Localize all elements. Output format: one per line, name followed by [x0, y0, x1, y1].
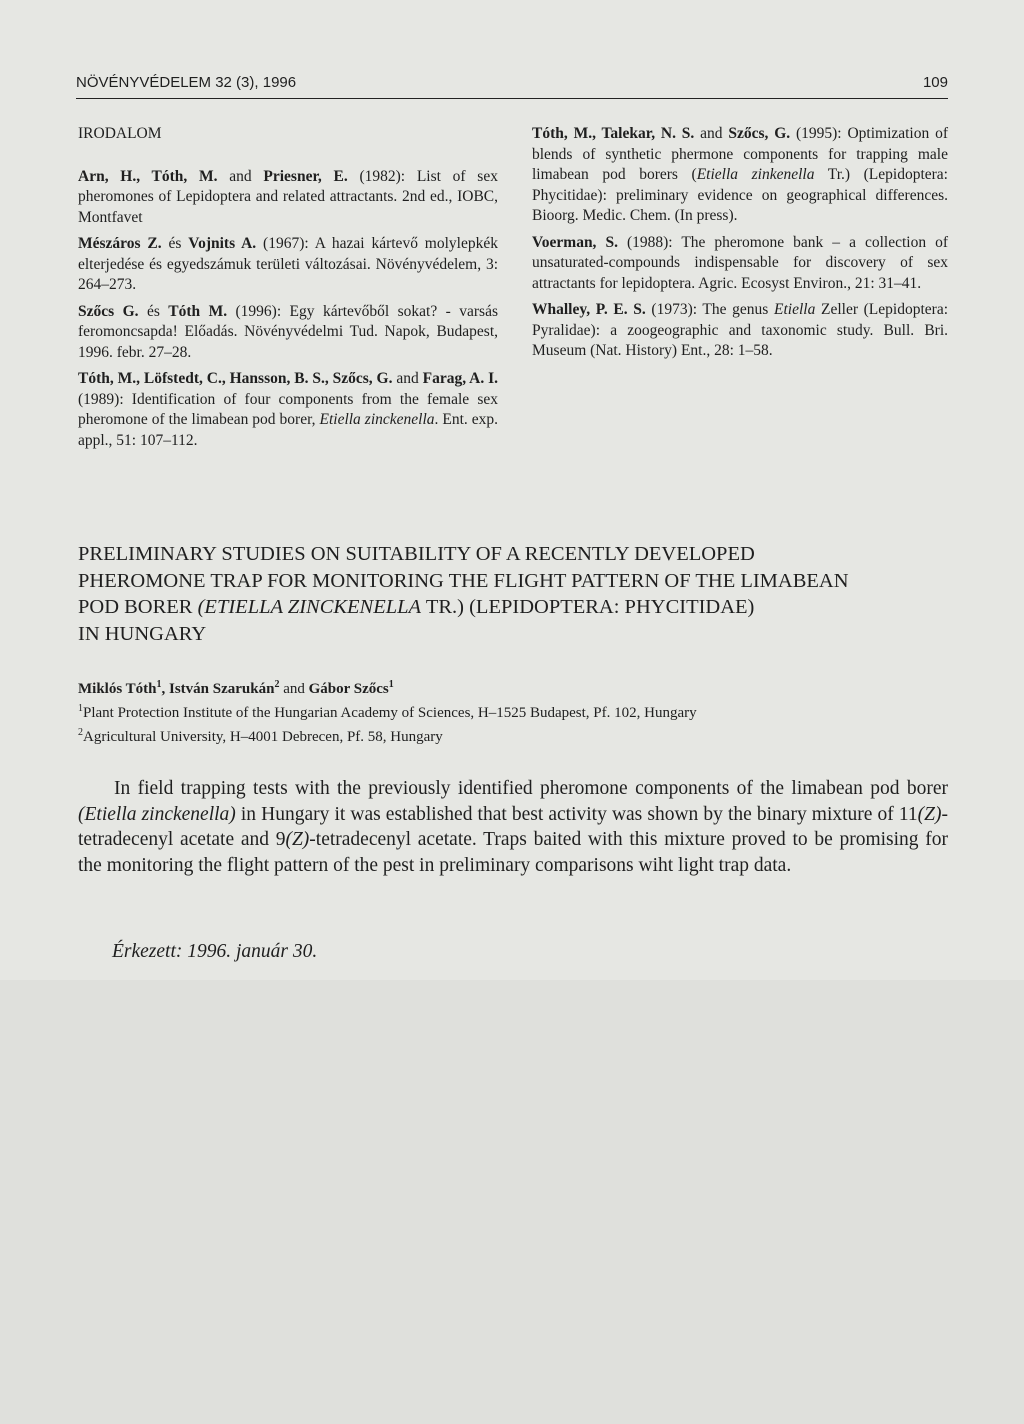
references-heading: IRODALOM	[78, 125, 162, 142]
reference-text: (1988): The pheromone bank – a collection of unsaturated-compounds indispensable for discovery of sex attractants for lepidoptera. Agric. Ecosyst Environ., 21: 31–41.	[532, 233, 948, 292]
reference-authors: Tóth M.	[168, 302, 228, 320]
author-name: István Szarukán	[169, 681, 275, 697]
affiliation-text: Agricultural University, H–4001 Debrecen, Pf. 58, Hungary	[83, 729, 443, 745]
reference-connector: és	[161, 235, 189, 252]
reference-item	[532, 233, 948, 295]
reference-authors: Tóth, M., Löfstedt, C., Hansson, B. S., Szőcs, G.	[78, 370, 393, 387]
reference-authors: Arn, H., Tóth, M.	[78, 167, 218, 185]
byline	[78, 675, 958, 747]
abstract-text: -tetradecenyl acetate and 9	[78, 803, 948, 850]
reference-text: . Ent. exp. appl., 51: 107–112.	[78, 411, 499, 449]
reference-item	[78, 234, 498, 296]
isomer-notation: (Z)	[285, 829, 310, 850]
title-line: PRELIMINARY STUDIES ON SUITABILITY OF A RECENTLY DEVELOPED	[78, 543, 755, 565]
reference-item	[78, 302, 498, 364]
affiliation-mark: 2	[274, 679, 280, 690]
reference-text: (1996): Egy kártevőből sokat? - varsás feromoncsapda! Előadás. Növényvédelmi Tud. Napok, Budapest, 1996. febr. 27–28.	[78, 302, 498, 361]
affiliation-text: Plant Protection Institute of the Hungarian Academy of Sciences, H–1525 Budapest, Pf. 102, Hungary	[83, 705, 697, 721]
title-line: POD BORER	[78, 596, 198, 618]
reference-authors: Tóth, M., Talekar, N. S.	[532, 125, 695, 142]
references-left-column	[78, 124, 498, 457]
abstract	[78, 776, 948, 878]
reference-text: (1982): List of sex pheromones of Lepidoptera and related attractants. 2nd ed., IOBC, Montfavet	[78, 167, 498, 226]
title-line: PHEROMONE TRAP FOR MONITORING THE FLIGHT PATTERN OF THE LIMABEAN	[78, 569, 849, 592]
reference-authors: Voerman, S.	[532, 233, 618, 251]
author-name: Miklós Tóth	[78, 681, 157, 697]
reference-species: Etiella zinckenella	[319, 411, 435, 428]
reference-text: Tr.) (Lepidoptera: Phycitidae): preliminary evidence on geographical differences. Bioorg. Medic. Chem. (In press).	[532, 166, 948, 224]
reference-species: Etiella zinkenella	[696, 166, 815, 183]
reference-connector: and	[694, 125, 729, 142]
abstract-text: in Hungary it was established that best activity was shown by the binary mixture of 11	[235, 803, 918, 825]
isomer-notation: (Z)	[917, 803, 942, 825]
reference-text: (1995): Optimization of blends of synthetic phermone components for trapping male limabean pod borers (	[532, 125, 948, 183]
abstract-species: (Etiella zinckenella)	[78, 803, 236, 825]
title-line: IN HUNGARY	[78, 622, 207, 645]
reference-connector: and	[217, 167, 264, 185]
reference-text: Zeller (Lepidoptera: Pyralidae): a zoogeographic and taxonomic study. Bull. Bri. Museum (Nat. History) Ent., 28: 1–58.	[532, 301, 948, 359]
affiliation-2	[78, 723, 958, 747]
reference-authors: Farag, A. I.	[422, 370, 498, 387]
journal-citation: NÖVÉNYVÉDELEM 32 (3), 1996	[76, 74, 297, 91]
reference-text: (1973): The genus	[645, 301, 774, 318]
separator: ,	[161, 681, 169, 697]
author-name: Gábor Szőcs	[308, 681, 389, 697]
reference-item	[532, 300, 948, 362]
reference-text: (1989): Identification of four components from the female sex pheromone of the limabean pod borer,	[78, 390, 498, 428]
affiliation-mark: 1	[388, 679, 394, 690]
affiliation-mark: 1	[78, 703, 83, 714]
reference-text: (1967): A hazai kártevő molylepkék elterjedése és egyedszámuk területi változásai. Növényvédelem, 3: 264–273.	[78, 235, 498, 293]
reference-authors: Szőcs, G.	[728, 125, 791, 142]
separator: and	[279, 681, 309, 697]
page-number: 109	[922, 74, 948, 91]
reference-authors: Whalley, P. E. S.	[532, 301, 646, 318]
reference-item	[78, 167, 498, 229]
received-date: Érkezett: 1996. január 30.	[112, 941, 318, 962]
affiliation-1	[78, 699, 958, 723]
article-title	[78, 541, 958, 647]
title-species: (ETIELLA ZINCKENELLA	[197, 596, 422, 618]
references-right-column	[532, 124, 948, 368]
running-header	[76, 72, 948, 99]
reference-authors: Vojnits A.	[188, 235, 257, 252]
reference-connector: és	[138, 302, 169, 320]
affiliation-mark: 1	[156, 679, 162, 690]
reference-species: Etiella	[774, 301, 816, 318]
reference-item	[78, 369, 498, 451]
reference-authors: Priesner, E.	[263, 167, 348, 185]
affiliation-mark: 2	[78, 727, 83, 738]
reference-authors: Szőcs G.	[78, 302, 139, 320]
title-line: TR.) (LEPIDOPTERA: PHYCITIDAE)	[421, 596, 755, 618]
abstract-text: -tetradecenyl acetate. Traps baited with this mixture proved to be promising for the monitoring the flight pattern of the pest in preliminary comparisons wiht light trap data.	[78, 829, 948, 876]
reference-authors: Mészáros Z.	[78, 235, 162, 252]
author-list	[78, 675, 958, 699]
reference-item	[532, 124, 948, 227]
reference-connector: and	[392, 370, 423, 387]
abstract-text: In field trapping tests with the previously identified pheromone components of the limabean pod borer	[114, 778, 948, 799]
